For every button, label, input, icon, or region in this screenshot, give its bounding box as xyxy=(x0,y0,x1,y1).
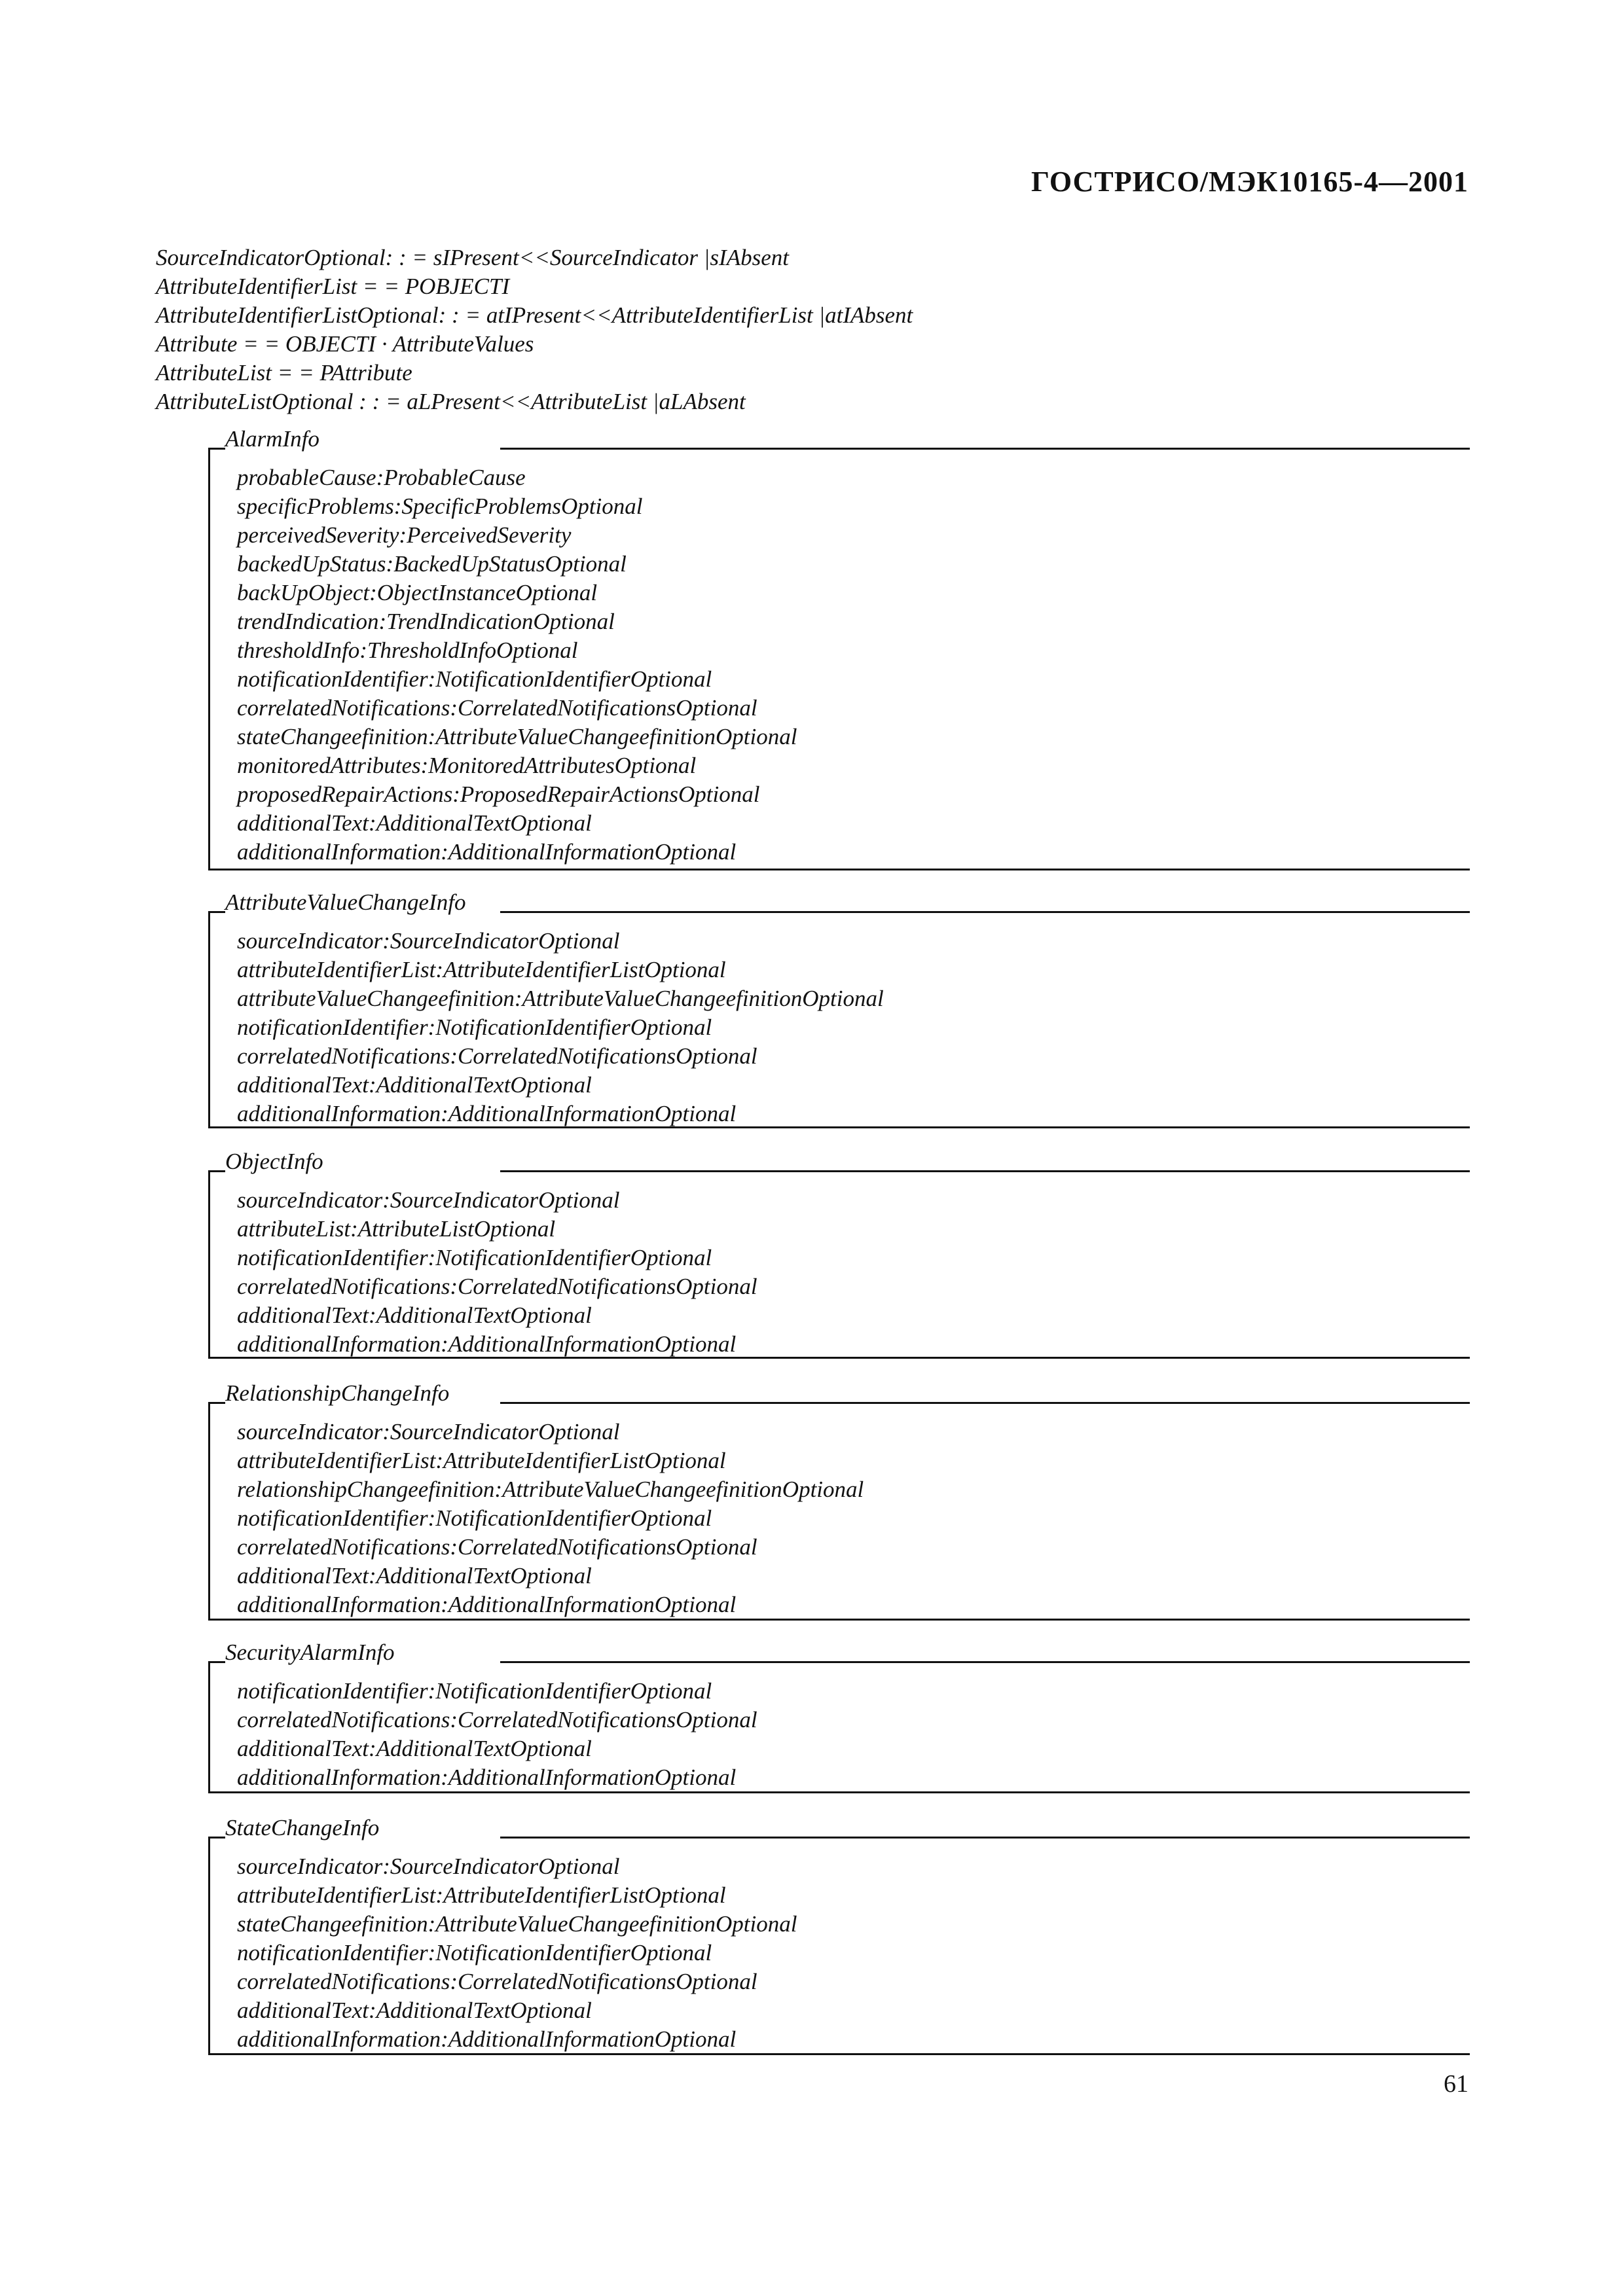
declaration-line: specificProblems:SpecificProblemsOptional xyxy=(237,493,643,519)
declaration-line: additionalInformation:AdditionalInformationOptional xyxy=(237,1592,737,1617)
schema-title: RelationshipChangeInfo xyxy=(225,1378,452,1408)
declaration-line: correlatedNotifications:CorrelatedNotificationsOptional xyxy=(237,1534,757,1560)
definition-line: AttributeList = = PAttribute xyxy=(156,360,412,386)
declaration-line: additionalText:AdditionalTextOptional xyxy=(237,1736,592,1761)
definition-line: SourceIndicatorOptional: : = sIPresent<<SourceIndicator |sIAbsent xyxy=(156,245,789,270)
schema-state-change-info xyxy=(208,1813,1470,2055)
declaration-line: notificationIdentifier:NotificationIdentifierOptional xyxy=(237,1505,712,1531)
declaration-line: additionalInformation:AdditionalInformationOptional xyxy=(237,1765,737,1790)
schema-frame-top-right xyxy=(500,1837,1470,1839)
declaration-line: additionalInformation:AdditionalInformationOptional xyxy=(237,1331,737,1357)
schema-declarations xyxy=(237,463,797,867)
declaration-line: additionalInformation:AdditionalInformationOptional xyxy=(237,1101,737,1126)
declaration-line: correlatedNotifications:CorrelatedNotificationsOptional xyxy=(237,695,757,721)
declaration-line: perceivedSeverity:PerceivedSeverity xyxy=(237,522,572,548)
declaration-line: relationshipChangeefinition:AttributeValueChangeefinitionOptional xyxy=(237,1477,864,1502)
declaration-line: monitoredAttributes:MonitoredAttributesOptional xyxy=(237,753,697,778)
declaration-line: backUpObject:ObjectInstanceOptional xyxy=(237,580,598,605)
schema-title: AlarmInfo xyxy=(225,424,322,454)
declaration-line: additionalText:AdditionalTextOptional xyxy=(237,810,592,836)
declaration-line: attributeIdentifierList:AttributeIdentifierListOptional xyxy=(237,1882,726,1908)
schema-security-alarm-info xyxy=(208,1638,1470,1793)
declaration-line: sourceIndicator:SourceIndicatorOptional xyxy=(237,1187,620,1213)
declaration-line: additionalText:AdditionalTextOptional xyxy=(237,1998,592,2023)
declaration-line: thresholdInfo:ThresholdInfoOptional xyxy=(237,637,578,663)
declaration-line: sourceIndicator:SourceIndicatorOptional xyxy=(237,1419,620,1444)
declaration-line: notificationIdentifier:NotificationIdentifierOptional xyxy=(237,1940,712,1965)
schema-frame-top-right xyxy=(500,911,1470,913)
declaration-line: attributeList:AttributeListOptional xyxy=(237,1216,556,1242)
declaration-line: correlatedNotifications:CorrelatedNotificationsOptional xyxy=(237,1043,757,1069)
schema-title: SecurityAlarmInfo xyxy=(225,1638,397,1668)
schema-declarations xyxy=(237,1852,797,2054)
schema-declarations xyxy=(237,1677,757,1792)
declaration-line: stateChangeefinition:AttributeValueChangeefinitionOptional xyxy=(237,724,797,749)
declaration-line: notificationIdentifier:NotificationIdentifierOptional xyxy=(237,1014,712,1040)
schema-title: ObjectInfo xyxy=(225,1147,326,1177)
type-definitions xyxy=(156,243,913,416)
declaration-line: attributeValueChangeefinition:AttributeValueChangeefinitionOptional xyxy=(237,986,884,1011)
declaration-line: additionalText:AdditionalTextOptional xyxy=(237,1563,592,1588)
definition-line: AttributeIdentifierList = = POBJECTI xyxy=(156,274,510,299)
declaration-line: additionalInformation:AdditionalInformationOptional xyxy=(237,2026,737,2052)
declaration-line: sourceIndicator:SourceIndicatorOptional xyxy=(237,1854,620,1879)
schema-attribute-value-change-info xyxy=(208,888,1470,1128)
definition-line: AttributeIdentifierListOptional: : = atIPresent<<AttributeIdentifierList |atIAbsent xyxy=(156,302,913,328)
schema-declarations xyxy=(237,1186,757,1359)
schema-declarations xyxy=(237,927,884,1128)
declaration-line: additionalText:AdditionalTextOptional xyxy=(237,1302,592,1328)
declaration-line: notificationIdentifier:NotificationIdentifierOptional xyxy=(237,1678,712,1704)
declaration-line: backedUpStatus:BackedUpStatusOptional xyxy=(237,551,627,577)
definition-line: Attribute = = OBJECTI · AttributeValues xyxy=(156,331,534,357)
schema-title: AttributeValueChangeInfo xyxy=(225,888,468,918)
document-header: ГОСТРИСО/МЭК10165-4—2001 xyxy=(1030,166,1468,198)
page-number: 61 xyxy=(1444,2070,1468,2098)
declaration-line: correlatedNotifications:CorrelatedNotificationsOptional xyxy=(237,1274,757,1299)
schema-frame-top-right xyxy=(500,1402,1470,1404)
declaration-line: correlatedNotifications:CorrelatedNotificationsOptional xyxy=(237,1707,757,1732)
schema-alarm-info xyxy=(208,424,1470,870)
schema-declarations xyxy=(237,1418,864,1619)
declaration-line: attributeIdentifierList:AttributeIdentifierListOptional xyxy=(237,957,726,982)
declaration-line: notificationIdentifier:NotificationIdentifierOptional xyxy=(237,1245,712,1270)
declaration-line: additionalInformation:AdditionalInformationOptional xyxy=(237,839,737,865)
declaration-line: attributeIdentifierList:AttributeIdentifierListOptional xyxy=(237,1448,726,1473)
declaration-line: trendIndication:TrendIndicationOptional xyxy=(237,609,615,634)
schema-frame-top-right xyxy=(500,448,1470,450)
declaration-line: additionalText:AdditionalTextOptional xyxy=(237,1072,592,1098)
definition-line: AttributeListOptional : : = aLPresent<<AttributeList |aLAbsent xyxy=(156,389,746,414)
declaration-line: correlatedNotifications:CorrelatedNotificationsOptional xyxy=(237,1969,757,1994)
declaration-line: stateChangeefinition:AttributeValueChangeefinitionOptional xyxy=(237,1911,797,1937)
schema-object-info xyxy=(208,1147,1470,1359)
declaration-line: sourceIndicator:SourceIndicatorOptional xyxy=(237,928,620,954)
schema-frame-top-right xyxy=(500,1170,1470,1172)
declaration-line: notificationIdentifier:NotificationIdentifierOptional xyxy=(237,666,712,692)
declaration-line: probableCause:ProbableCause xyxy=(237,465,526,490)
schema-title: StateChangeInfo xyxy=(225,1813,382,1843)
schema-frame-top-right xyxy=(500,1661,1470,1663)
schema-relationship-change-info xyxy=(208,1378,1470,1621)
declaration-line: proposedRepairActions:ProposedRepairActionsOptional xyxy=(237,781,760,807)
